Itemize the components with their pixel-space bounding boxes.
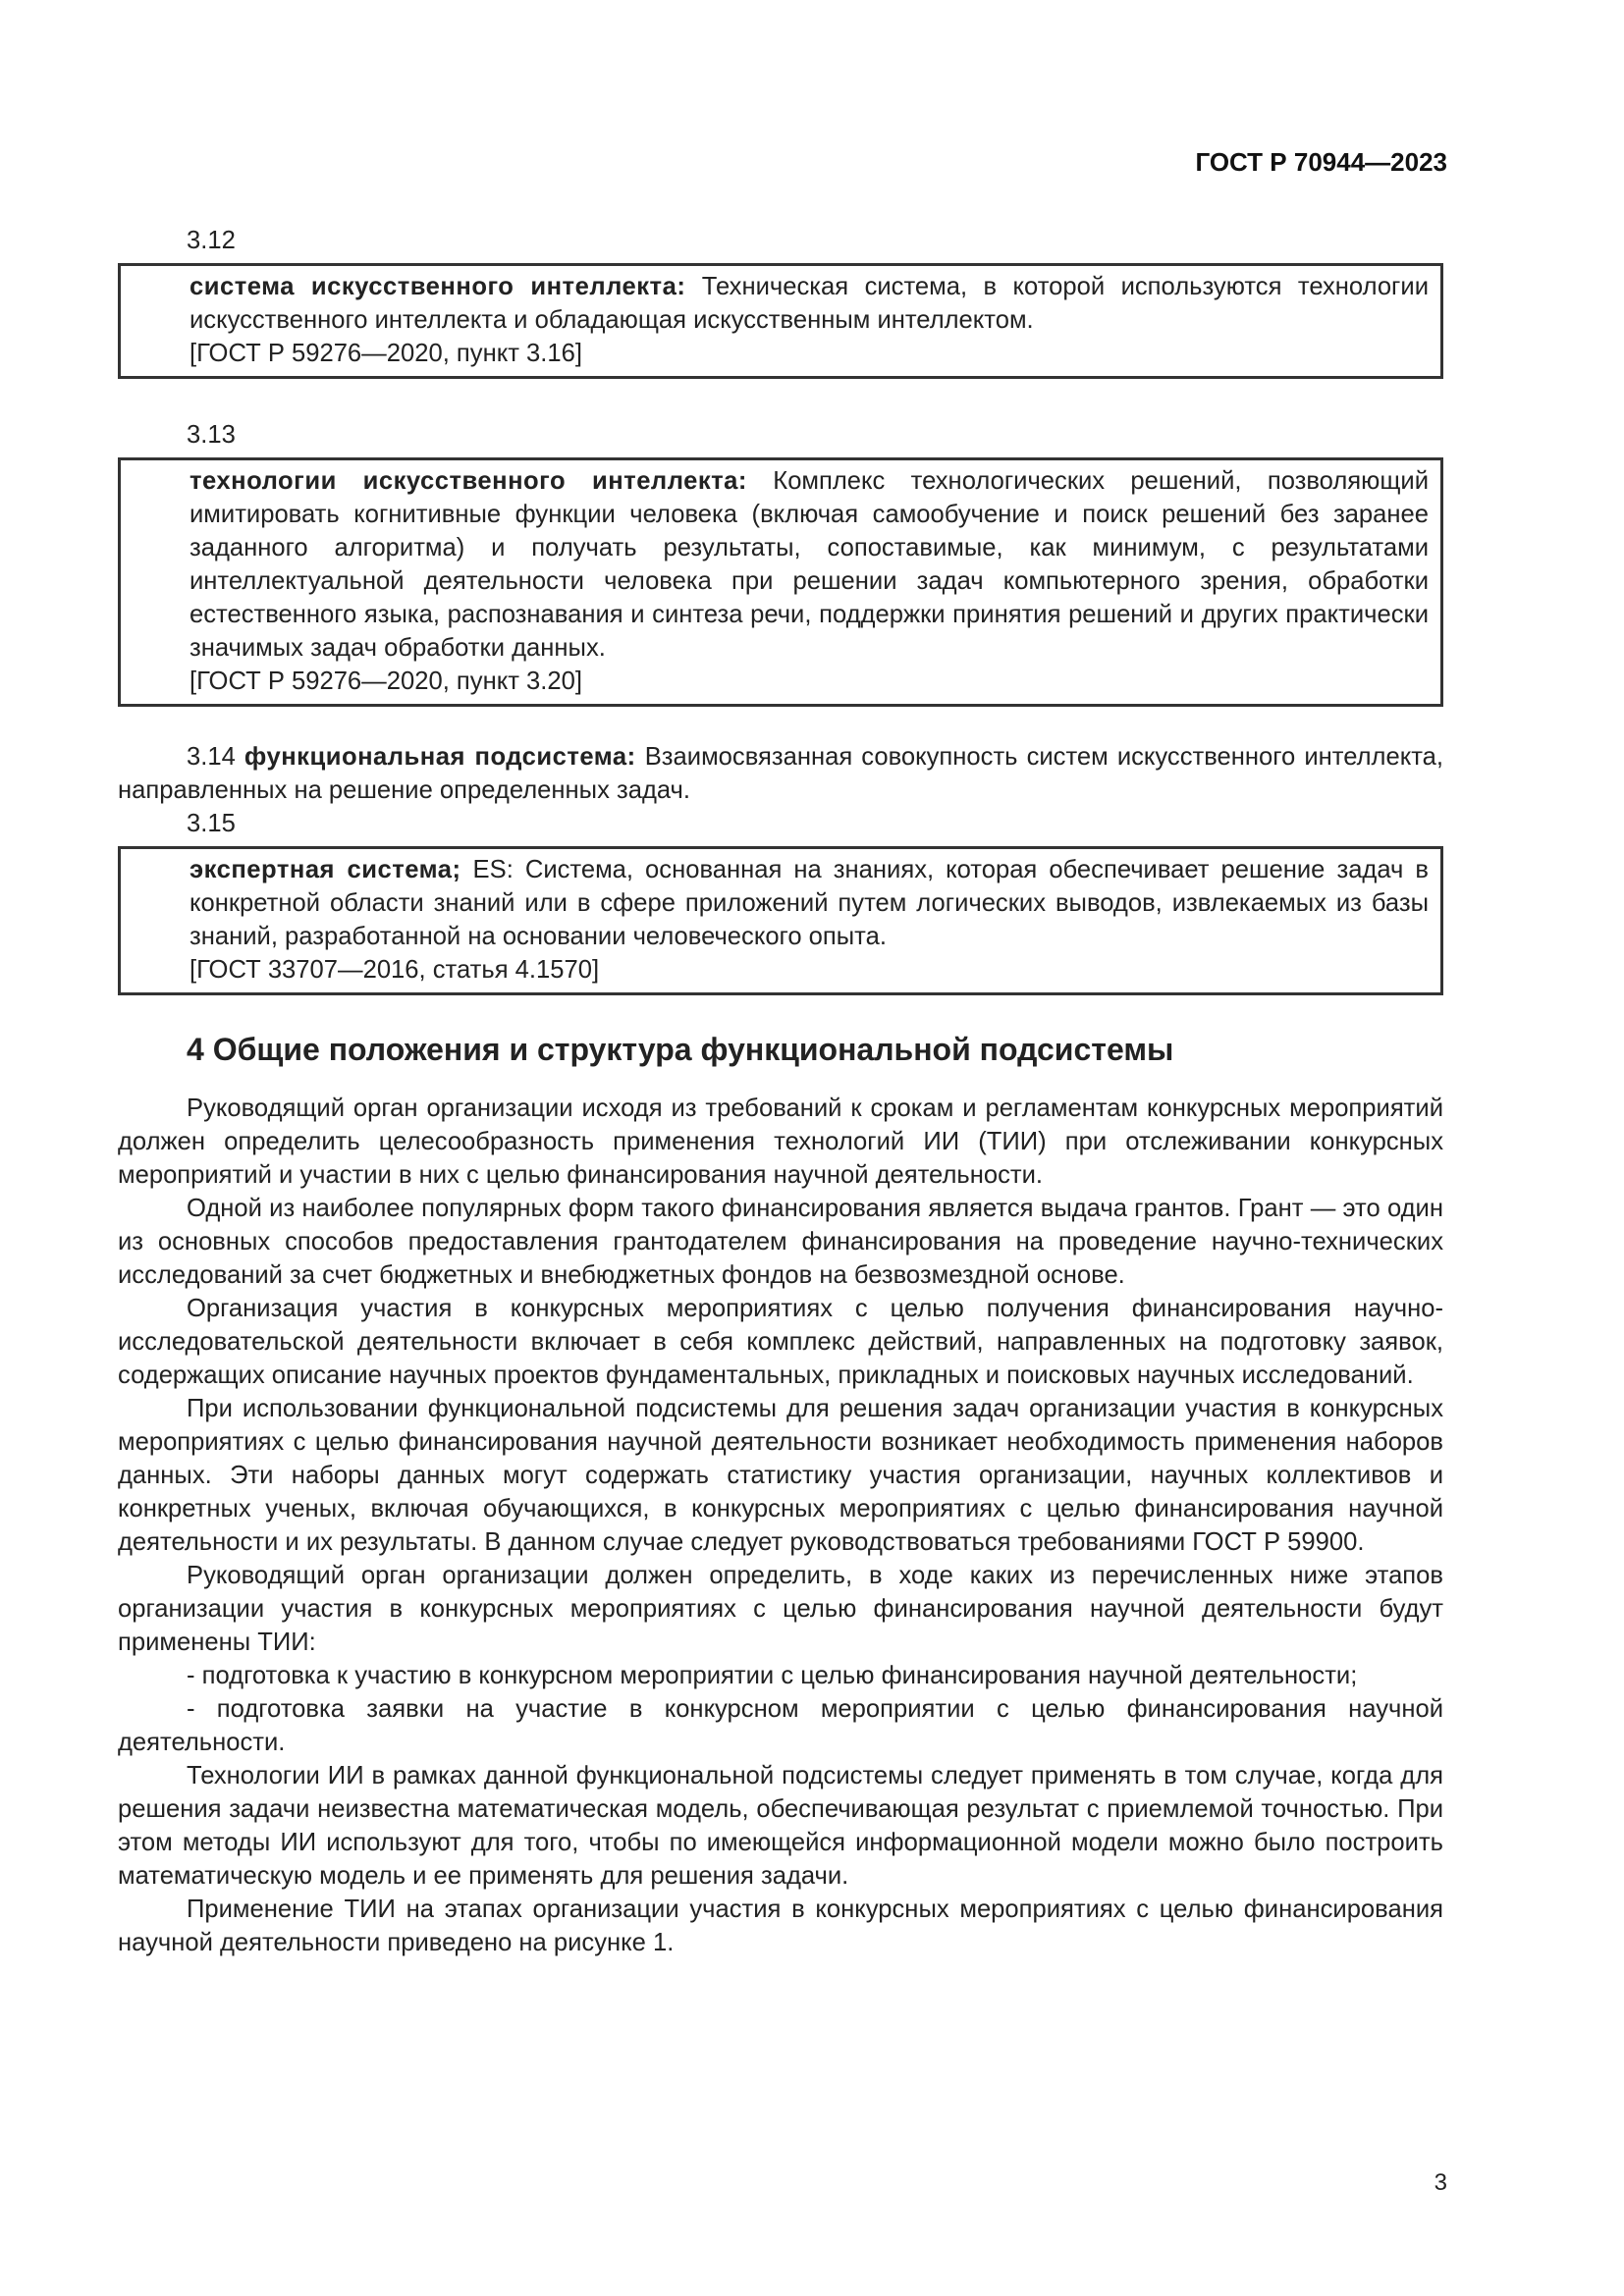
definition-body: Взаимосвязанная совокупность систем искусственного интеллекта, направленных на решение определенных задач. <box>118 743 1443 804</box>
definition-term: экспертная система; <box>189 856 461 883</box>
definition-body: ES: Система, основанная на знаниях, которая обеспечивает решение задач в конкретной области знаний или в сфере приложений путем логических выводов, извлекаемых из базы знаний, разработанной на основании человеческого опыта. <box>189 856 1429 950</box>
definition-inline <box>118 740 1443 807</box>
body-paragraph: При использовании функциональной подсистемы для решения задач организации участия в конкурсных мероприятиях с целью финансирования научной деятельности возникает необходимость применения наборов данных. Эти наборы данных могут содержать статистику участия организации, научных коллективов и конкретных ученых, включая обучающихся, в конкурсных мероприятиях с целью финансирования научной деятельности и их результаты. В данном случае следует руководствоваться требованиями ГОСТ Р 59900. <box>118 1395 1443 1556</box>
definition-box <box>118 263 1443 379</box>
list-item: - подготовка к участию в конкурсном мероприятии с целью финансирования научной деятельности; <box>187 1662 1358 1689</box>
definition-text <box>189 853 1429 953</box>
body-paragraph: Организация участия в конкурсных мероприятиях с целью получения финансирования научно-исследовательской деятельности включает в себя комплекс действий, направленных на подготовку заявок, содержащих описание научных проектов фундаментальных, прикладных и поисковых научных исследований. <box>118 1295 1443 1389</box>
definition-number: 3.13 <box>187 421 236 449</box>
definition-source: [ГОСТ Р 59276—2020, пункт 3.20] <box>189 667 582 695</box>
page-content <box>118 224 1443 1959</box>
definition-source: [ГОСТ 33707—2016, статья 4.1570] <box>189 956 600 984</box>
body-paragraph: Применение ТИИ на этапах организации участия в конкурсных мероприятиях с целью финансирования научной деятельности приведено на рисунке 1. <box>118 1896 1443 1956</box>
definition-source: [ГОСТ Р 59276—2020, пункт 3.16] <box>189 340 582 367</box>
document-header: ГОСТ Р 70944—2023 <box>1195 147 1447 177</box>
list-item: - подготовка заявки на участие в конкурсном мероприятии с целью финансирования научной деятельности. <box>118 1695 1443 1756</box>
body-paragraph: Технологии ИИ в рамках данной функциональной подсистемы следует применять в том случае, когда для решения задачи неизвестна математическая модель, обеспечивающая результат с приемлемой точностью. При этом методы ИИ используют для того, чтобы по имеющейся информационной модели можно было построить математическую модель и ее применять для решения задачи. <box>118 1762 1443 1890</box>
definition-term: технологии искусственного интеллекта: <box>189 467 747 495</box>
definition-body: Комплекс технологических решений, позволяющий имитировать когнитивные функции человека (включая самообучение и поиск решений без заранее заданного алгоритма) и получать результаты, сопоставимые, как минимум, с результатами интеллектуальной деятельности человека при решении задач компьютерного зрения, обработки естественного языка, распознавания и синтеза речи, поддержки принятия решений и других практически значимых задач обработки данных. <box>189 467 1429 662</box>
definition-text <box>189 464 1429 665</box>
definition-number: 3.15 <box>187 810 236 837</box>
body-paragraph: Руководящий орган организации исходя из требований к срокам и регламентам конкурсных мероприятий должен определить целесообразность применения технологий ИИ (ТИИ) при отслеживании конкурсных мероприятий и участии в них с целью финансирования научной деятельности. <box>118 1095 1443 1189</box>
definition-number: 3.12 <box>187 227 236 254</box>
page-number: 3 <box>1434 2169 1447 2196</box>
body-paragraph: Руководящий орган организации должен определить, в ходе каких из перечисленных ниже этапов организации участия в конкурсных мероприятиях с целью финансирования научной деятельности будут применены ТИИ: <box>118 1562 1443 1656</box>
section-heading: 4 Общие положения и структура функциональной подсистемы <box>187 1032 1174 1067</box>
definition-text <box>189 270 1429 337</box>
definition-box <box>118 846 1443 995</box>
definition-term: функциональная подсистема: <box>244 743 636 771</box>
definition-body: Техническая система, в которой используются технологии искусственного интеллекта и обладающая искусственным интеллектом. <box>189 273 1429 334</box>
definition-number: 3.14 <box>187 743 236 771</box>
definition-term: система искусственного интеллекта: <box>189 273 686 300</box>
body-paragraph: Одной из наиболее популярных форм такого финансирования является выдача грантов. Грант — это один из основных способов предоставления грантодателем финансирования на проведение научно-технических исследований за счет бюджетных и внебюджетных фондов на безвозмездной основе. <box>118 1195 1443 1289</box>
definition-box <box>118 457 1443 707</box>
